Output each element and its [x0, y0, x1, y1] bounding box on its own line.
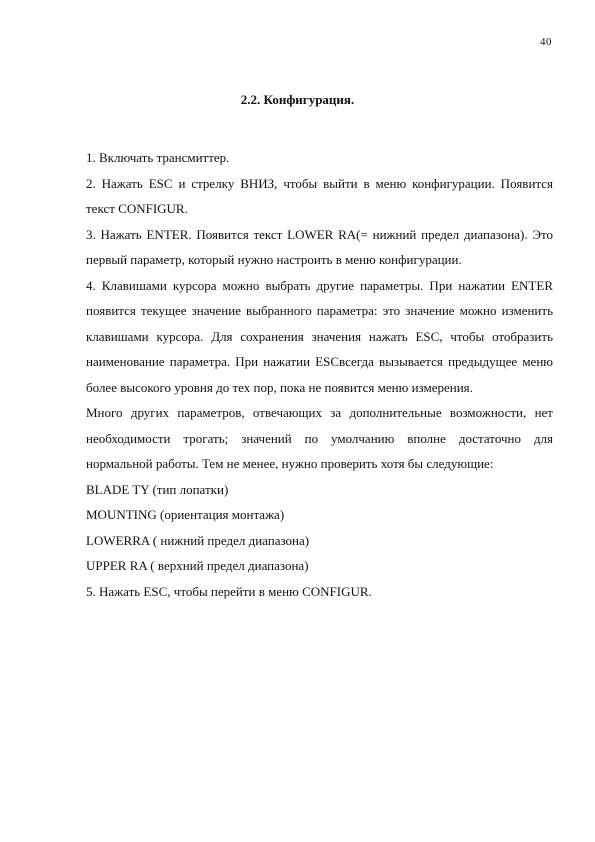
page-number: 40 [540, 36, 552, 48]
step-4-paragraph: 4. Клавишами курсора можно выбрать другие параметры. При нажатии ENTER появится текущее значение выбранного параметра: это значение можно изменить клавишами курсора. Для сохранения значения нажать ESC, чтобы отобразить наименование параметра. При нажатии ESCвсегда вызывается предыдущее меню более высокого уровня до тех пор, пока не появится меню измерения. [86, 277, 553, 395]
step-3-paragraph: 3. Нажать ENTER. Появится текст LOWER RA(= нижний предел диапазона). Это первый параметр, который нужно настроить в меню конфигурации. [86, 226, 553, 267]
parameter-item-upper-ra: UPPER RA ( верхний предел диапазона) [86, 558, 309, 573]
note-paragraph: Много других параметров, отвечающих за дополнительные возможности, нет необходимости трогать; значений по умолчанию вполне достаточно для нормальной работы. Тем не менее, нужно проверить хотя бы следующие: [86, 405, 553, 471]
parameter-item-blade-ty: BLADE TY (тип лопатки) [86, 481, 229, 497]
step-5-paragraph: 5. Нажать ESC, чтобы перейти в меню CONFIGUR. [86, 583, 372, 599]
parameter-item-lowerra: LOWERRA ( нижний предел диапазона) [86, 532, 310, 548]
parameter-item-mounting: MOUNTING (ориентация монтажа) [86, 507, 285, 522]
step-1-paragraph: 1. Включать трансмиттер. [86, 150, 230, 165]
step-2-paragraph: 2. Нажать ESC и стрелку ВНИЗ, чтобы выйти в меню конфигурации. Появится текст CONFIGUR. [86, 175, 553, 216]
body-text [86, 145, 553, 604]
section-title: 2.2. Конфигурация. [240, 92, 355, 107]
